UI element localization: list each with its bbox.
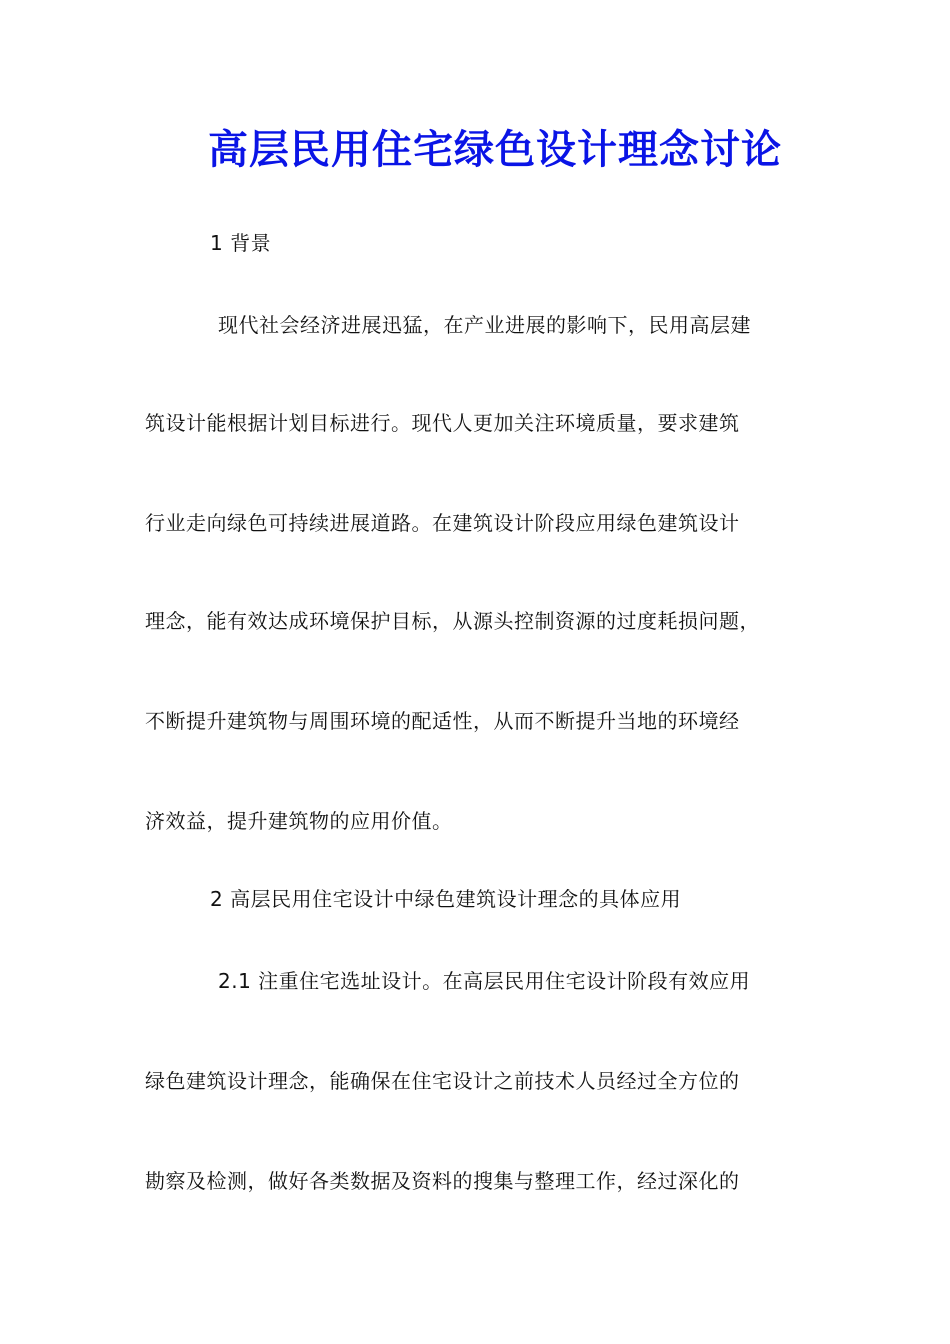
paragraph-line: 绿色建筑设计理念，能确保在住宅设计之前技术人员经过全方位的 [145, 1069, 740, 1093]
page-title: 高层民用住宅绿色设计理念讨论 [208, 126, 782, 173]
paragraph-line: 理念，能有效达成环境保护目标，从源头控制资源的过度耗损问题， [145, 609, 760, 633]
paragraph-line: 不断提升建筑物与周围环境的配适性，从而不断提升当地的环境经 [145, 709, 740, 733]
paragraph-line: 现代社会经济进展迅猛，在产业进展的影响下，民用高层建 [218, 313, 751, 337]
paragraph-line: 2.1 注重住宅选址设计。在高层民用住宅设计阶段有效应用 [218, 969, 751, 993]
paragraph-line: 勘察及检测，做好各类数据及资料的搜集与整理工作，经过深化的 [145, 1169, 740, 1193]
section-heading-application: 2 高层民用住宅设计中绿色建筑设计理念的具体应用 [210, 887, 682, 911]
paragraph-line: 行业走向绿色可持续进展道路。在建筑设计阶段应用绿色建筑设计 [145, 511, 740, 535]
paragraph-line: 济效益，提升建筑物的应用价值。 [145, 809, 453, 833]
paragraph-line: 筑设计能根据计划目标进行。现代人更加关注环境质量，要求建筑 [145, 411, 740, 435]
section-heading-background: 1 背景 [210, 231, 272, 255]
